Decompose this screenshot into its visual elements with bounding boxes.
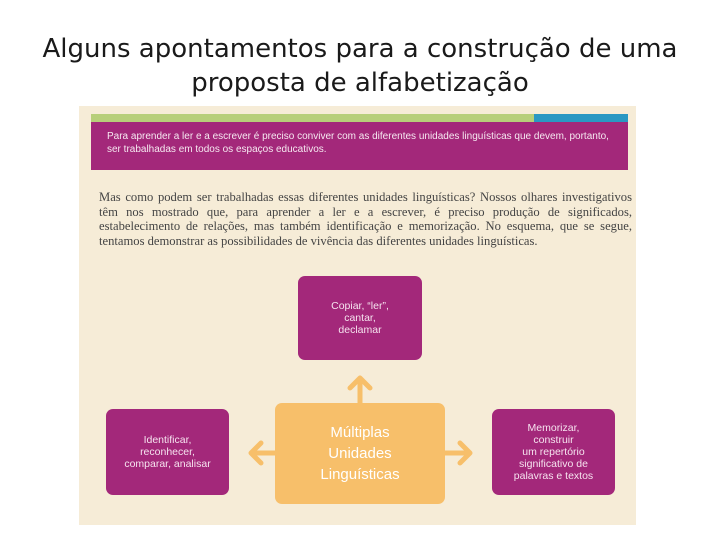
box-memorizar — [492, 409, 615, 495]
highlight-banner: Para aprender a ler e a escrever é preciso conviver com as diferentes unidades linguísticas que devem, portanto, ser trabalhadas em todos os espaços educativos. — [91, 122, 628, 170]
slide-title: Alguns apontamentos para a construção de uma proposta de alfabetização — [42, 34, 678, 98]
arrow-right — [445, 443, 470, 463]
center-box-label: Múltiplas Unidades Linguísticas — [320, 424, 400, 483]
box-left-label: Identificar, reconhecer, comparar, analisar — [124, 434, 211, 470]
center-box-multiplas-unidades — [275, 403, 445, 504]
box-top-label: Copiar, “ler”, cantar, declamar — [331, 300, 389, 336]
box-right-label: Memorizar, construir um repertório significativo de palavras e textos — [513, 422, 594, 482]
body-paragraph: Mas como podem ser trabalhadas essas diferentes unidades linguísticas? Nossos olhares investigativos têm nos mostrado que, para aprender a ler e a escrever, é preciso produção de significados, estabelecimento de relações, mas também identificação e memorização. No esquema, que se segue, tentamos demonstrar as possibilidades de vivência das diferentes unidades linguísticas. — [99, 190, 632, 248]
box-copiar-ler-cantar — [298, 276, 422, 360]
arrow-left — [251, 443, 275, 463]
box-identificar — [106, 409, 229, 495]
content-image-panel — [79, 106, 636, 525]
arrow-up — [350, 378, 370, 403]
